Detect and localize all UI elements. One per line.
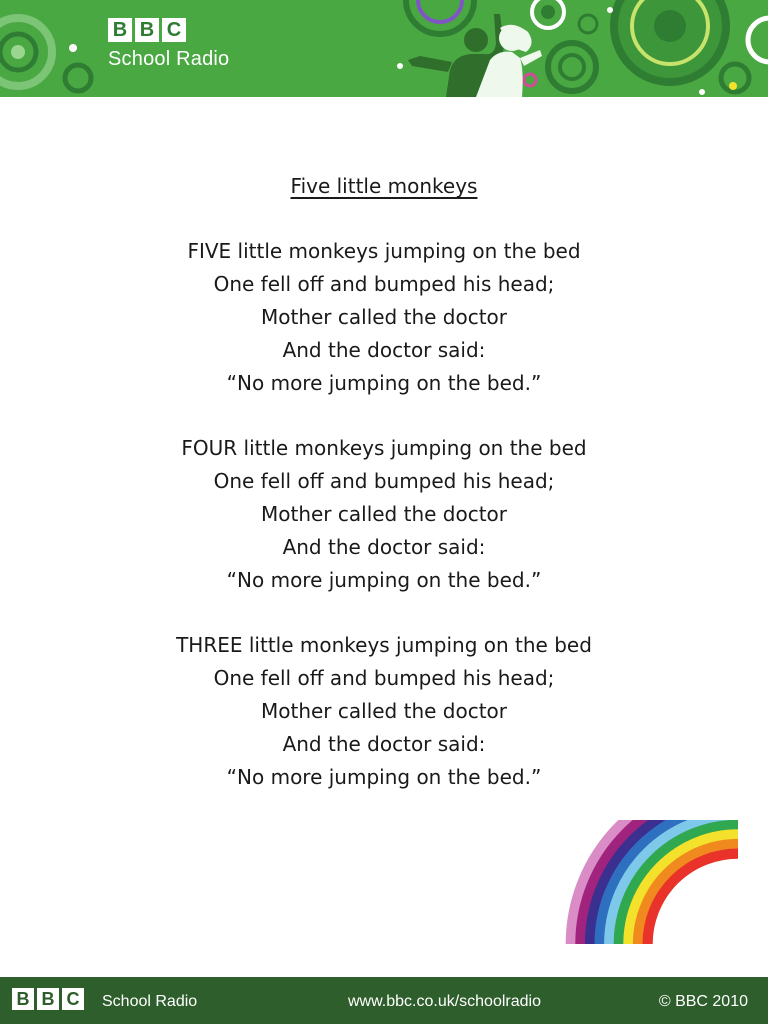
header-banner xyxy=(0,0,768,97)
footer xyxy=(0,977,768,1024)
dot-decoration xyxy=(607,7,613,13)
poem-line: FOUR little monkeys jumping on the bed xyxy=(181,436,587,460)
footer-brand-name: School Radio xyxy=(102,993,198,1010)
dot-decoration xyxy=(699,89,705,95)
poem-line: Mother called the doctor xyxy=(260,502,508,526)
footer-copyright: © BBC 2010 xyxy=(658,993,748,1010)
poem-line: One fell off and bumped his head; xyxy=(213,272,555,296)
poem-line: Mother called the doctor xyxy=(260,699,508,723)
bbc-logo-letter: C xyxy=(62,988,84,1010)
bbc-logo xyxy=(108,18,229,42)
ring-decoration xyxy=(548,43,596,91)
ring-decoration xyxy=(0,18,52,86)
poem-line: THREE little monkeys jumping on the bed xyxy=(176,633,592,657)
bbc-school-radio-brand xyxy=(108,18,229,71)
rainbow-bands xyxy=(571,820,738,944)
bbc-logo-letter: B xyxy=(108,18,132,42)
footer-url-link[interactable]: www.bbc.co.uk/schoolradio xyxy=(348,993,541,1010)
dot-decoration xyxy=(397,63,403,69)
bbc-logo-letter: B xyxy=(135,18,159,42)
ring-decoration xyxy=(406,0,474,34)
brand-name: School Radio xyxy=(108,48,230,70)
ring-decoration xyxy=(65,65,91,91)
stanza xyxy=(0,235,768,400)
poem-line: FIVE little monkeys jumping on the bed xyxy=(187,239,581,263)
poem-line: “No more jumping on the bed.” xyxy=(226,371,542,395)
dot-decoration xyxy=(69,44,77,52)
poem-line: One fell off and bumped his head; xyxy=(213,469,555,493)
stanza xyxy=(0,629,768,794)
poem-line: One fell off and bumped his head; xyxy=(213,666,555,690)
poem-line: “No more jumping on the bed.” xyxy=(226,765,542,789)
dot-decoration xyxy=(729,82,737,90)
poem-line: Mother called the doctor xyxy=(260,305,508,329)
ring-decoration xyxy=(560,55,584,79)
poem-title: Five little monkeys xyxy=(290,174,478,198)
ring-decoration xyxy=(11,45,25,59)
poem xyxy=(0,170,768,826)
poem-line: And the doctor said: xyxy=(282,338,486,362)
bbc-logo-letter: B xyxy=(37,988,59,1010)
ring-decoration xyxy=(418,0,462,22)
bbc-logo-letter: C xyxy=(162,18,186,42)
ring-decoration xyxy=(748,18,768,62)
bbc-logo-letter: B xyxy=(12,988,34,1010)
footer-bbc-logo xyxy=(12,988,84,1010)
ring-decoration xyxy=(541,5,555,19)
poem-line: And the doctor said: xyxy=(282,535,486,559)
ring-decoration xyxy=(579,15,597,33)
poem-line: And the doctor said: xyxy=(282,732,486,756)
ring-decoration xyxy=(654,10,686,42)
ring-decoration xyxy=(524,74,536,86)
stanza xyxy=(0,432,768,597)
poem-line: “No more jumping on the bed.” xyxy=(226,568,542,592)
rainbow-graphic xyxy=(560,820,740,944)
